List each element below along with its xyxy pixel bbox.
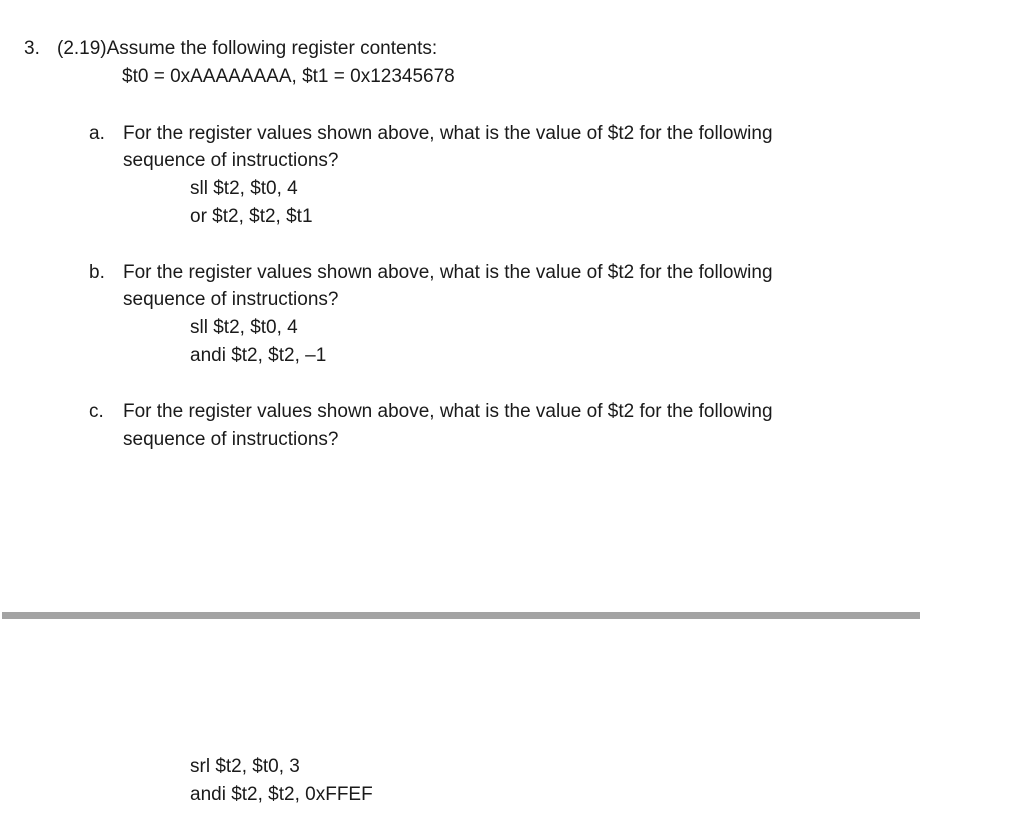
part-b-prompt-line1: For the register values shown above, what is the value of $t2 for the following	[123, 262, 773, 283]
page-divider	[2, 612, 920, 619]
part-b-label: b.	[89, 262, 105, 283]
question-title: (2.19)Assume the following register contents:	[57, 38, 438, 59]
part-c-instruction-2: andi $t2, $t2, 0xFFEF	[190, 784, 373, 805]
part-b-prompt-line2: sequence of instructions?	[123, 289, 339, 310]
part-c-label: c.	[89, 401, 104, 422]
part-b-instruction-1: sll $t2, $t0, 4	[190, 317, 298, 338]
register-contents: $t0 = 0xAAAAAAAA, $t1 = 0x12345678	[122, 66, 455, 87]
part-c-instruction-1: srl $t2, $t0, 3	[190, 756, 300, 777]
question-number: 3.	[24, 38, 40, 59]
part-a-prompt-line2: sequence of instructions?	[123, 150, 339, 171]
part-a-label: a.	[89, 123, 105, 144]
part-a-instruction-1: sll $t2, $t0, 4	[190, 178, 298, 199]
part-c-prompt-line1: For the register values shown above, what is the value of $t2 for the following	[123, 401, 773, 422]
part-b-instruction-2: andi $t2, $t2, –1	[190, 345, 327, 366]
part-c-prompt-line2: sequence of instructions?	[123, 429, 339, 450]
part-a-prompt-line1: For the register values shown above, what is the value of $t2 for the following	[123, 123, 773, 144]
part-a-instruction-2: or $t2, $t2, $t1	[190, 206, 313, 227]
